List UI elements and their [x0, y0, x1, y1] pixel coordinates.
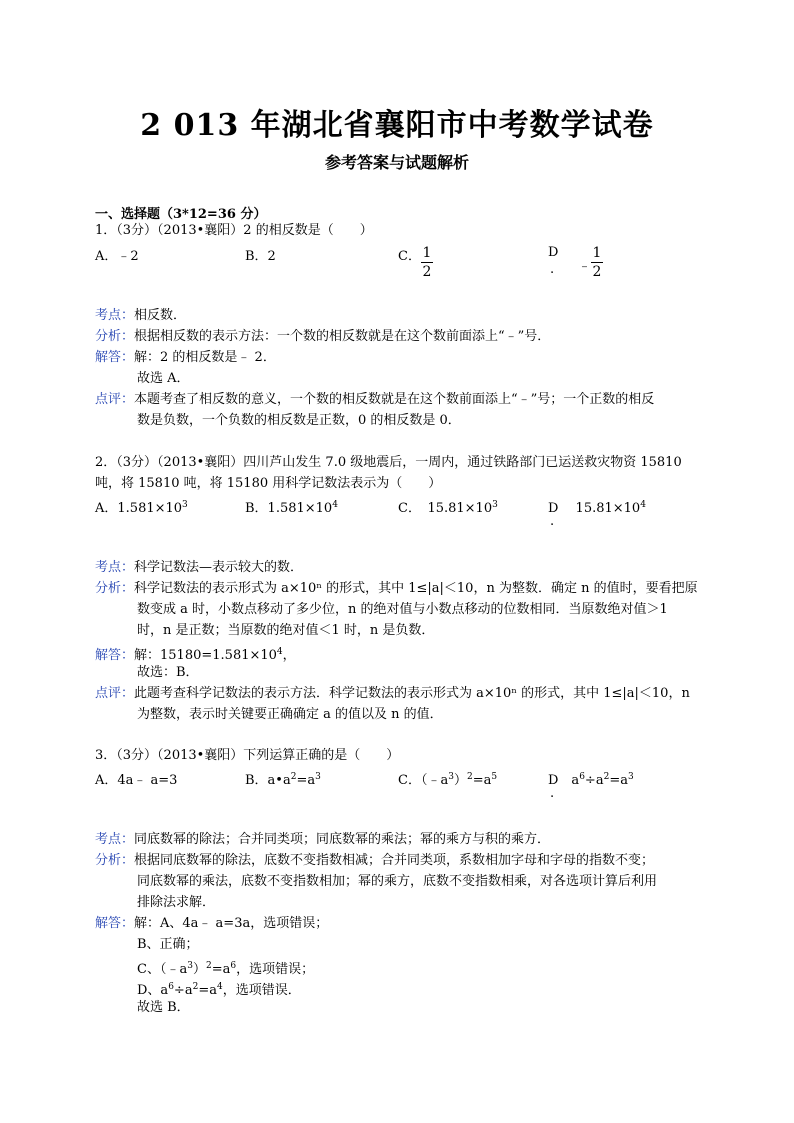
q3-option-d [548, 769, 634, 788]
exponent: 6 [168, 982, 174, 992]
q3-option-c [398, 769, 497, 788]
fraction-numerator: 1 [422, 245, 432, 261]
q2-option-b [245, 497, 338, 516]
exponent: 3 [187, 961, 193, 971]
exponent: 2 [192, 982, 199, 992]
jieda-label: 解答： [95, 350, 135, 365]
option-text: =a [296, 773, 316, 788]
section-heading: 一、选择题（3*12=36 分） [95, 207, 267, 222]
fenxi-label: 分析： [95, 581, 135, 596]
exponent: 4 [216, 982, 223, 992]
exponent: 3 [448, 772, 454, 782]
kaodian-text: 同底数幂的除法；合并同类项；同底数幂的乘法；幂的乘方与积的乘方． [134, 832, 551, 847]
exponent: 4 [276, 647, 283, 657]
fenxi-text: 根据相反数的表示方法：一个数的相反数就是在这个数前面添上“﹣”号． [134, 329, 551, 344]
q1-fenxi [95, 327, 550, 347]
q2-stem: 2．（3分）（2013•襄阳）四川芦山发生 7.0 级地震后，一周内，通过铁路部门已运送救灾物资 15810 [95, 455, 682, 470]
q2-dianping-line2: 为整数，表示时关键要正确确定 a 的值以及 n 的值． [137, 707, 443, 722]
q1-option-a: A．﹣2 [95, 249, 139, 264]
exponent: 5 [491, 772, 498, 782]
fenxi-label: 分析： [95, 329, 135, 344]
exponent: 4 [640, 500, 646, 510]
q3-jieda-line5: 故选 B． [137, 1000, 190, 1015]
q1-jieda-line2: 故选 A． [137, 371, 190, 386]
q3-fenxi-line2: 同底数幂的乘法，底数不变指数相加；幂的乘方，底数不变指数相乘，对各选项计算后利用 [137, 874, 658, 889]
exponent: 2 [603, 772, 610, 782]
dianping-label: 点评： [95, 686, 135, 701]
jieda-text: 解：A、4a﹣ a=3a，选项错误； [134, 916, 329, 931]
jieda-text: ÷a [173, 983, 193, 998]
q1-dianping-line2: 数是负数，一个负数的相反数是正数，0 的相反数是 0． [137, 413, 461, 428]
kaodian-text: 相反数． [134, 308, 187, 323]
jieda-text: ） [192, 962, 206, 977]
jieda-label: 解答： [95, 648, 135, 663]
fraction-denominator: 2 [592, 264, 602, 280]
exponent: 4 [332, 500, 338, 510]
option-text: =a [609, 773, 628, 788]
q3-option-a: A．4a﹣ a=3 [95, 773, 178, 788]
q2-fenxi-line2: 数变成 a 时，小数点移动了多少位，n 的绝对值与小数点移动的位数相同．当原数绝对值＞1 [137, 602, 668, 617]
option-text: ÷a [584, 773, 604, 788]
kaodian-label: 考点： [95, 560, 135, 575]
q1-option-d-dot: . [550, 262, 555, 277]
option-text: C．（﹣a [398, 773, 449, 788]
option-text: ） [453, 773, 467, 788]
exponent: 3 [182, 500, 188, 510]
option-text: A．1.581×10 [95, 501, 183, 516]
q2-dianping [95, 684, 690, 704]
q2-option-d [548, 497, 646, 516]
q3-kaodian [95, 830, 550, 850]
q1-option-b: B．2 [245, 249, 276, 264]
dianping-label: 点评： [95, 392, 135, 407]
jieda-text-end: ， [282, 648, 296, 663]
q3-option-b [245, 769, 321, 788]
q1-option-d-minus: ﹣ [578, 259, 592, 274]
q3-jieda-line2: B、正确； [137, 937, 199, 952]
exponent: 2 [290, 772, 297, 782]
fraction-numerator: 1 [592, 245, 602, 261]
q3-option-d-dot: . [550, 786, 555, 801]
kaodian-label: 考点： [95, 832, 135, 847]
q1-stem: 1．（3分）（2013•襄阳）2 的相反数是（ ） [95, 223, 373, 238]
jieda-text: C、（﹣a [137, 962, 188, 977]
exponent: 3 [627, 772, 634, 782]
q2-fenxi [95, 579, 698, 599]
fenxi-text: 根据同底数幂的除法，底数不变指数相减；合并同类项，系数相加字母和字母的指数不变； [134, 853, 655, 868]
jieda-text: 解：15180=1.581×10 [134, 648, 277, 663]
option-text: D 15.81×10 [548, 501, 641, 516]
option-text: C． 15.81×10 [398, 501, 493, 516]
fraction-denominator: 2 [422, 264, 432, 280]
option-text: B．1.581×10 [245, 501, 333, 516]
q1-option-d-fraction [591, 244, 603, 281]
q1-option-c: C． [398, 249, 421, 264]
exponent: 3 [315, 772, 321, 782]
q2-fenxi-line3: 时，n 是正数；当原数的绝对值＜1 时，n 是负数． [137, 623, 435, 638]
kaodian-text: 科学记数法—表示较大的数． [134, 560, 304, 575]
dianping-text: 此题考查科学记数法的表示方法．科学记数法的表示形式为 a×10ⁿ 的形式，其中 1≤|a|＜10，n [134, 686, 690, 701]
jieda-text: ，选项错误． [222, 983, 301, 998]
option-text: B．a•a [245, 773, 291, 788]
exponent: 2 [466, 772, 473, 782]
jieda-text: D、a [137, 983, 169, 998]
q2-kaodian [95, 558, 303, 578]
jieda-text: =a [211, 962, 231, 977]
jieda-text: ，选项错误； [236, 962, 315, 977]
q2-option-a [95, 497, 188, 516]
q3-stem: 3．（3分）（2013•襄阳）下列运算正确的是（ ） [95, 748, 400, 763]
q1-dianping [95, 390, 654, 410]
fenxi-text: 科学记数法的表示形式为 a×10ⁿ 的形式，其中 1≤|a|＜10，n 为整数．确定 n 的值时，要看把原 [134, 581, 698, 596]
q2-stem-line2: 吨，将 15810 吨，将 15180 用科学记数法表示为（ ） [95, 476, 442, 491]
exponent: 6 [230, 961, 237, 971]
q1-jieda [95, 348, 276, 368]
q1-option-c-fraction [421, 244, 433, 281]
exponent: 6 [579, 772, 585, 782]
exponent: 3 [492, 500, 498, 510]
option-text: =a [472, 773, 492, 788]
fenxi-label: 分析： [95, 853, 135, 868]
q3-fenxi-line3: 排除法求解． [137, 895, 216, 910]
q3-fenxi [95, 851, 654, 871]
q2-option-c [398, 497, 498, 516]
q3-jieda [95, 914, 328, 934]
exponent: 2 [205, 961, 212, 971]
dianping-text: 本题考查了相反数的意义，一个数的相反数就是在这个数前面添上“﹣”号；一个正数的相反 [134, 392, 655, 407]
q1-kaodian [95, 306, 186, 326]
jieda-label: 解答： [95, 916, 135, 931]
q2-jieda-line2: 故选：B． [137, 665, 199, 680]
jieda-text: 解：2 的相反数是﹣ 2． [134, 350, 276, 365]
option-text: D a [548, 773, 580, 788]
q2-option-d-dot: . [550, 514, 555, 529]
kaodian-label: 考点： [95, 308, 135, 323]
q1-option-d: D [548, 245, 559, 260]
page-title: 2 013 年湖北省襄阳市中考数学试卷 [140, 108, 654, 143]
page-subtitle: 参考答案与试题解析 [324, 153, 469, 172]
jieda-text: =a [198, 983, 217, 998]
